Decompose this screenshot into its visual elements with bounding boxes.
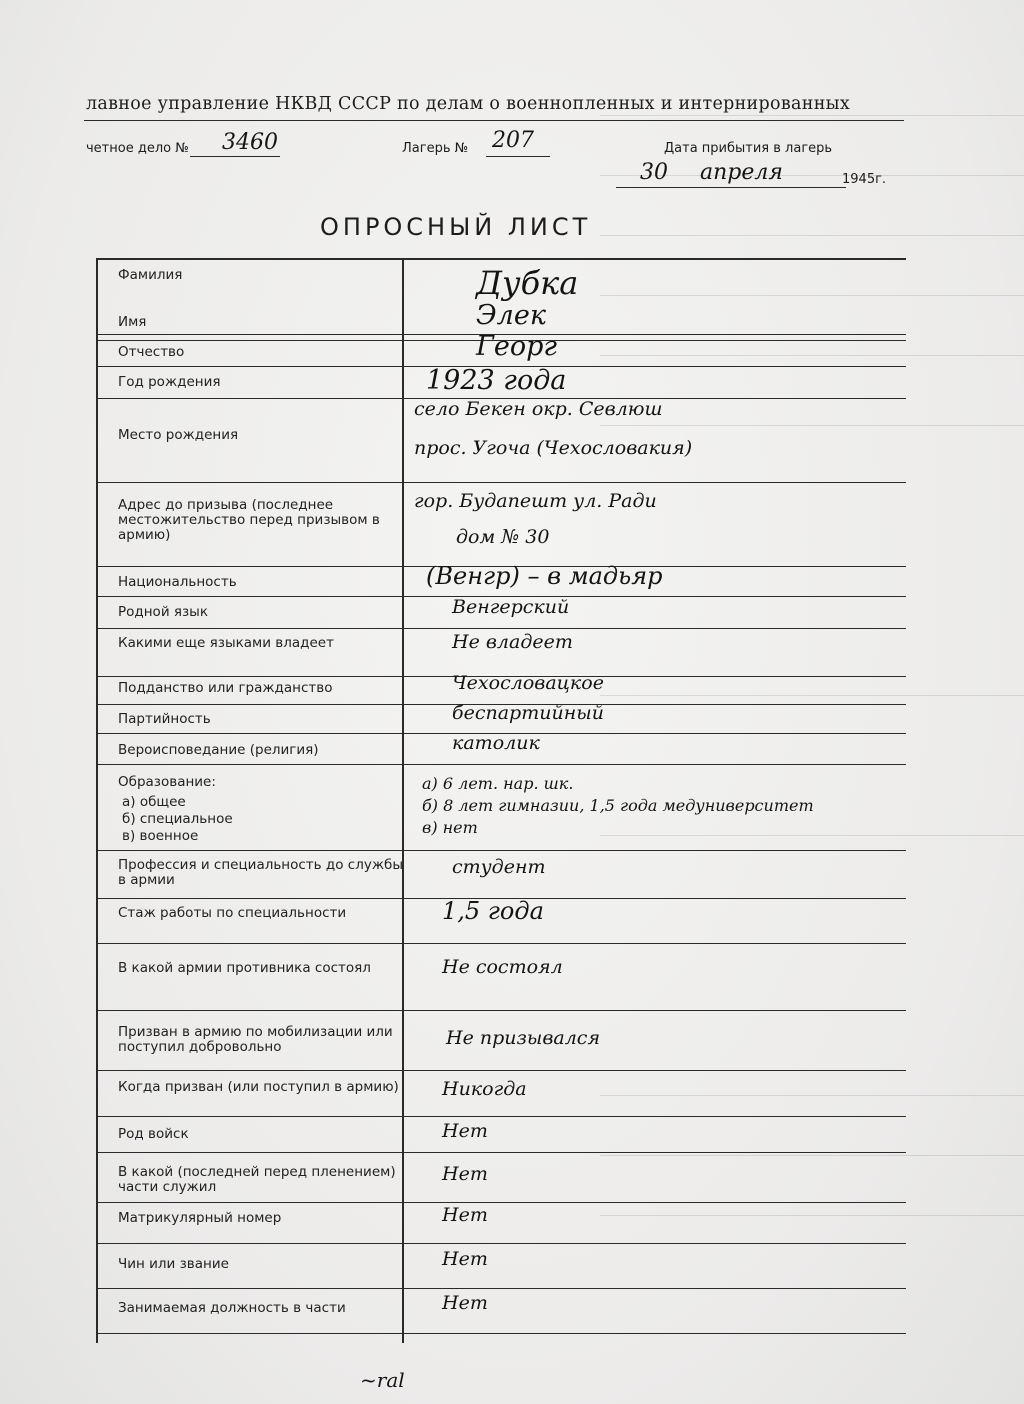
row-label: Национальность <box>118 574 237 590</box>
row-value: Не владеет <box>452 631 573 653</box>
row-label: Какими еще языками владеет <box>118 635 334 651</box>
arrival-underline <box>616 187 846 188</box>
row-value: село Бекен окр. Севлюш <box>414 398 663 420</box>
row-divider <box>96 628 906 629</box>
row-divider <box>96 764 906 765</box>
row-value: Нет <box>442 1204 488 1226</box>
row-label: Адрес до призыва (последнее местожительство перед призывом в армию) <box>118 497 380 543</box>
row-value: Не призывался <box>446 1027 601 1049</box>
row-label: Профессия и специальность до службы в армии <box>118 857 403 888</box>
row-value: Нет <box>442 1163 488 1185</box>
row-sublabel-military: в) военное <box>122 828 199 844</box>
row-value: (Венгр) – в мадьяр <box>426 562 663 590</box>
arrival-year: 1945г. <box>842 172 887 187</box>
row-sublabel-general: а) общее <box>122 794 186 810</box>
bottom-note: ~ral <box>360 1368 405 1392</box>
row-divider <box>96 850 906 851</box>
row-divider <box>96 943 906 944</box>
row-label: В какой армии противника состоял <box>118 960 371 976</box>
row-value: Нет <box>442 1120 488 1142</box>
row-label: Матрикулярный номер <box>118 1210 282 1226</box>
arrival-day: 30 <box>640 160 668 185</box>
row-value-line2: дом № 30 <box>456 526 550 548</box>
camp-underline <box>486 156 550 157</box>
row-label: Когда призван (или поступил в армию) <box>118 1079 399 1095</box>
row-label: В какой (последней перед пленением) части служил <box>118 1164 396 1195</box>
row-sublabel-special: б) специальное <box>122 811 233 827</box>
row-value: Георг <box>476 331 558 362</box>
row-value: Не состоял <box>442 956 563 978</box>
row-label: Стаж работы по специальности <box>118 905 347 921</box>
row-value-special: б) 8 лет гимназии, 1,5 года медуниверситет <box>422 796 814 815</box>
row-label: Образование: <box>118 774 216 790</box>
row-divider <box>96 1116 906 1117</box>
row-label: Партийность <box>118 711 211 727</box>
camp-label: Лагерь № <box>402 141 469 156</box>
row-label: Родной язык <box>118 604 208 620</box>
row-label: Отчество <box>118 344 185 360</box>
row-label: Призван в армию по мобилизации или поступил добровольно <box>118 1024 393 1055</box>
row-value-general: а) 6 лет. нар. шк. <box>422 774 574 793</box>
row-label: Вероисповедание (религия) <box>118 742 319 758</box>
table-left-rule <box>96 258 98 1343</box>
row-label: Год рождения <box>118 374 221 390</box>
header-ministry: лавное управление НКВД СССР по делам о военнопленных и интернированных <box>86 94 851 114</box>
arrival-month: апреля <box>700 160 783 185</box>
arrival-label: Дата прибытия в лагерь <box>664 141 833 156</box>
case-label: четное дело № <box>86 141 189 156</box>
row-value: Элек <box>476 300 546 331</box>
row-value: Нет <box>442 1292 488 1314</box>
row-value: 1,5 года <box>442 897 544 925</box>
row-value: студент <box>452 856 546 878</box>
row-value: Дубка <box>476 264 579 302</box>
row-value-military: в) нет <box>422 818 478 837</box>
header-rule <box>84 120 904 121</box>
row-divider <box>96 1333 906 1334</box>
row-value: гор. Будапешт ул. Ради <box>414 490 657 512</box>
row-value-line2: прос. Угоча (Чехословакия) <box>414 437 693 459</box>
row-divider <box>96 482 906 483</box>
row-label: Чин или звание <box>118 1256 229 1272</box>
row-label: Фамилия <box>118 267 183 283</box>
row-label: Подданство или гражданство <box>118 680 333 696</box>
row-divider <box>96 1010 906 1011</box>
row-label: Род войск <box>118 1126 189 1142</box>
row-value: 1923 года <box>426 365 567 396</box>
case-number: 3460 <box>222 130 278 155</box>
case-underline <box>190 156 280 157</box>
row-value: Никогда <box>442 1078 527 1100</box>
row-value: католик <box>452 732 540 754</box>
camp-number: 207 <box>492 128 534 153</box>
row-value: Венгерский <box>452 596 570 618</box>
row-label: Имя <box>118 314 147 330</box>
row-value: Чехословацкое <box>452 672 604 694</box>
row-divider <box>96 1152 906 1153</box>
row-divider <box>96 1202 906 1203</box>
row-surname <box>96 258 906 303</box>
row-value: беспартийный <box>452 702 604 724</box>
row-divider <box>96 1243 906 1244</box>
form-title: ОПРОСНЫЙ ЛИСТ <box>320 213 592 241</box>
row-divider <box>96 1288 906 1289</box>
row-value: Нет <box>442 1248 488 1270</box>
row-divider <box>96 1070 906 1071</box>
row-label: Место рождения <box>118 427 239 443</box>
row-label: Занимаемая должность в части <box>118 1300 346 1316</box>
